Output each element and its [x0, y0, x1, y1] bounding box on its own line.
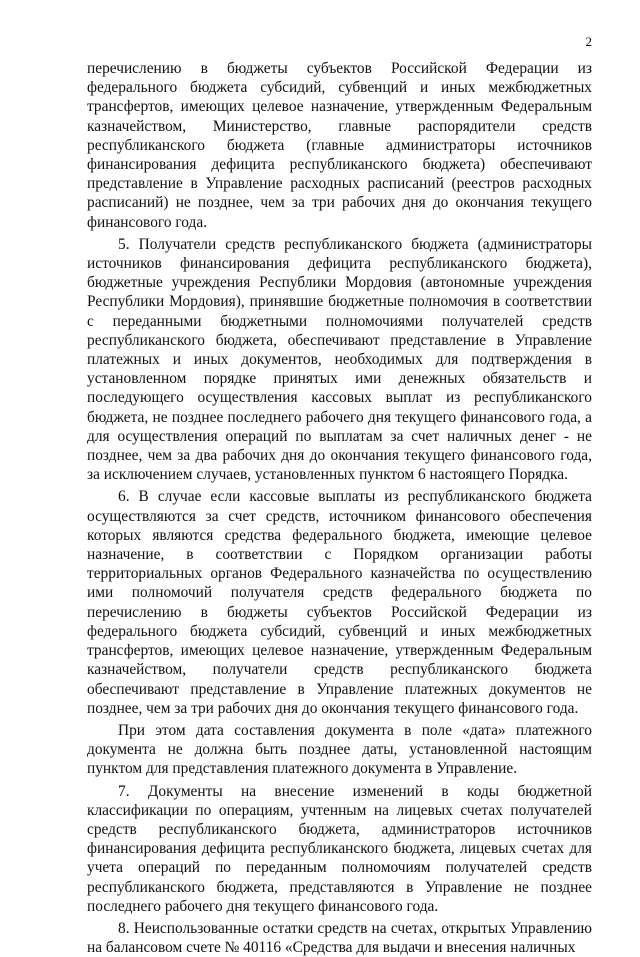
paragraph-item-6-note: При этом дата составления документа в поле «дата» платежного документа не должна быть позднее даты, установленной настоящим пунктом для представления платежного документа в Управление. — [87, 721, 592, 778]
paragraph-continuation: перечислению в бюджеты субъектов Российской Федерации из федерального бюджета субсидий, субвенций и иных межбюджетных трансфертов, имеющих целевое назначение, утвержденным Федеральным казначейством, Министерство, главные распорядители средств республиканского бюджета (главные администраторы источников финансирования дефицита республиканского бюджета) обеспечивают представление в Управление расходных расписаний (реестров расходных расписаний) не позднее, чем за три рабочих дня до окончания текущего финансового года. — [87, 60, 592, 231]
paragraph-item-5: 5. Получатели средств республиканского бюджета (администраторы источников финансирования дефицита республиканского бюджета), бюджетные учреждения Республики Мордовия (автономные учреждения Республики Мордовия), принявшие бюджетные полномочия в соответствии с переданными бюджетными полномочиями получателей средств республиканского бюджета, обеспечивают представление в Управление платежных и иных документов, необходимых для подтверждения в установленном порядке принятых ими денежных обязательств и последующего осуществления кассовых выплат из республиканского бюджета, не позднее последнего рабочего дня текущего финансового года, а для осуществления операций по выплатам за счет наличных денег - не позднее, чем за два рабочих дня до окончания текущего финансового года, за исключением случаев, установленных пунктом 6 настоящего Порядка. — [87, 235, 592, 484]
page-number: 2 — [585, 34, 592, 49]
paragraph-item-6: 6. В случае если кассовые выплаты из республиканского бюджета осуществляются за счет средств, источником финансового обеспечения которых являются средства федерального бюджета, имеющие целевое назначение, в соответствии с Порядком организации работы территориальных органов Федерального казначейства по осуществлению ими полномочий получателя средств федерального бюджета по перечислению в бюджеты субъектов Российской Федерации из федерального бюджета субсидий, субвенций и иных межбюджетных трансфертов, имеющих целевое назначение, утвержденным Федеральным казначейством, получатели средств республиканского бюджета обеспечивают представление в Управление платежных документов не позднее, чем за три рабочих дня до окончания текущего финансового года. — [87, 488, 592, 717]
paragraph-item-8: 8. Неиспользованные остатки средств на счетах, открытых Управлению на балансовом счете № 40116 «Средства для выдачи и внесения наличных — [87, 919, 592, 957]
document-body — [87, 59, 592, 957]
paragraph-item-7: 7. Документы на внесение изменений в коды бюджетной классификации по операциям, учтенным на лицевых счетах получателей средств республиканского бюджета, администраторов источников финансирования дефицита республиканского бюджета, лицевых счетах для учета операций по переданным полномочиям получателей средств республиканского бюджета, представляются в Управление не позднее последнего рабочего дня текущего финансового года. — [87, 782, 592, 915]
